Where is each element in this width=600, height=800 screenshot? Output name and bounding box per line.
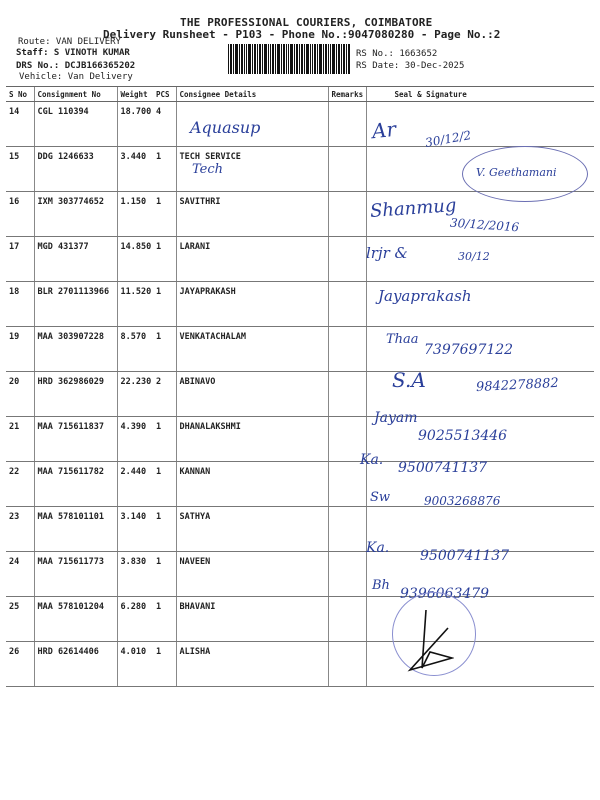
handwritten-signature: Ka. [360, 452, 384, 468]
handwritten-date: 30/12/2 [424, 128, 473, 150]
rs-number: RS No.: 1663652 [356, 49, 438, 59]
handwritten-signature: Jayam [374, 410, 418, 426]
row-pcs: 4 [153, 102, 176, 147]
handwritten-signature: S.A [392, 368, 426, 392]
table-row [6, 237, 594, 282]
row-pcs: 2 [153, 372, 176, 417]
handwritten-signature: Jayaprakash [378, 287, 472, 305]
row-sno: 16 [6, 192, 34, 237]
col-weight: Weight [117, 87, 153, 102]
route-label: Route: VAN DELIVERY [18, 37, 121, 47]
row-weight: 18.700 [117, 102, 153, 147]
row-weight: 4.010 [117, 642, 153, 687]
row-weight: 2.440 [117, 462, 153, 507]
row-pcs: 1 [153, 282, 176, 327]
row-pcs: 1 [153, 597, 176, 642]
handwritten-phone: 9500741137 [398, 460, 488, 476]
col-remarks: Remarks [328, 87, 366, 102]
handwritten-date: 30/12/2016 [449, 215, 520, 235]
table-row [6, 282, 594, 327]
col-consignment: Consignment No [34, 87, 117, 102]
row-sno: 26 [6, 642, 34, 687]
row-remarks [328, 372, 366, 417]
vehicle-label: Vehicle: Van Delivery [19, 72, 133, 82]
row-remarks [328, 282, 366, 327]
row-pcs: 1 [153, 147, 176, 192]
row-remarks [328, 192, 366, 237]
handwritten-phone: 9396063479 [400, 586, 490, 602]
row-weight: 3.140 [117, 507, 153, 552]
table-row [6, 507, 594, 552]
signature-mark [400, 608, 454, 678]
handwritten-consignee: Aquasup [190, 118, 261, 137]
row-pcs: 1 [153, 192, 176, 237]
barcode-image [228, 44, 350, 74]
row-weight: 8.570 [117, 327, 153, 372]
handwritten-phone: 7397697122 [424, 342, 514, 358]
row-consignee: TECH SERVICE [176, 147, 328, 192]
handwritten-signature: lrjr & [366, 244, 408, 262]
row-remarks [328, 597, 366, 642]
row-pcs: 1 [153, 417, 176, 462]
handwritten-phone: 9003268876 [424, 494, 501, 508]
row-consignee: DHANALAKSHMI [176, 417, 328, 462]
drs-number: DRS No.: DCJB166365202 [16, 61, 136, 71]
table-row [6, 102, 594, 147]
row-consignment: HRD 62614406 [34, 642, 117, 687]
handwritten-signature: Shanmug [369, 195, 458, 222]
row-pcs: 1 [153, 507, 176, 552]
table-header-row [6, 87, 594, 102]
row-sno: 18 [6, 282, 34, 327]
row-remarks [328, 147, 366, 192]
row-weight: 22.230 [117, 372, 153, 417]
row-consignee: KANNAN [176, 462, 328, 507]
row-sno: 19 [6, 327, 34, 372]
row-pcs: 1 [153, 642, 176, 687]
handwritten-signature: Thaa [386, 332, 419, 347]
handwritten-signature: Ka. [366, 540, 390, 556]
row-pcs: 1 [153, 462, 176, 507]
company-name: THE PROFESSIONAL COURIERS, COIMBATORE [180, 16, 433, 29]
staff-label: Staff: S VINOTH KUMAR [16, 48, 130, 58]
row-weight: 14.850 [117, 237, 153, 282]
row-consignee: LARANI [176, 237, 328, 282]
row-consignment: HRD 362986029 [34, 372, 117, 417]
table-row [6, 597, 594, 642]
row-remarks [328, 552, 366, 597]
handwritten-consignee: Tech [192, 162, 224, 177]
row-consignee: JAYAPRAKASH [176, 282, 328, 327]
handwritten-signature: V. Geethamani [476, 166, 557, 179]
row-consignment: IXM 303774652 [34, 192, 117, 237]
row-sno: 21 [6, 417, 34, 462]
row-remarks [328, 237, 366, 282]
row-consignment: BLR 2701113966 [34, 282, 117, 327]
table-row [6, 462, 594, 507]
row-consignment: MAA 715611773 [34, 552, 117, 597]
row-sno: 25 [6, 597, 34, 642]
col-seal-signature: Seal & Signature [366, 87, 594, 102]
row-pcs: 1 [153, 237, 176, 282]
row-consignment: CGL 110394 [34, 102, 117, 147]
handwritten-phone: 9842278882 [475, 375, 560, 396]
handwritten-signature: Bh [372, 578, 390, 593]
row-consignee: VENKATACHALAM [176, 327, 328, 372]
row-remarks [328, 102, 366, 147]
handwritten-signature: Ar [370, 116, 398, 144]
row-consignment: DDG 1246633 [34, 147, 117, 192]
row-sno: 20 [6, 372, 34, 417]
row-sno: 23 [6, 507, 34, 552]
row-sno: 17 [6, 237, 34, 282]
row-weight: 6.280 [117, 597, 153, 642]
row-weight: 3.440 [117, 147, 153, 192]
handwritten-phone: 9025513446 [418, 428, 508, 444]
row-consignment: MAA 715611837 [34, 417, 117, 462]
row-pcs: 1 [153, 327, 176, 372]
row-consignment: MGD 431377 [34, 237, 117, 282]
row-consignment: MAA 578101204 [34, 597, 117, 642]
row-weight: 11.520 [117, 282, 153, 327]
col-pcs: PCS [153, 87, 176, 102]
row-consignee: ABINAVO [176, 372, 328, 417]
row-pcs: 1 [153, 552, 176, 597]
row-sno: 24 [6, 552, 34, 597]
runsheet-header [0, 0, 600, 92]
col-sno: S No [6, 87, 34, 102]
handwritten-date: 30/12 [458, 250, 490, 263]
rs-date: RS Date: 30-Dec-2025 [356, 61, 465, 71]
row-remarks [328, 462, 366, 507]
row-sno: 14 [6, 102, 34, 147]
row-consignment: MAA 715611782 [34, 462, 117, 507]
row-consignee: NAVEEN [176, 552, 328, 597]
row-weight: 1.150 [117, 192, 153, 237]
sheet-title: Delivery Runsheet - P103 - Phone No.:9047080280 - Page No.:2 [103, 28, 501, 41]
row-consignee: SAVITHRI [176, 192, 328, 237]
row-weight: 4.390 [117, 417, 153, 462]
row-weight: 3.830 [117, 552, 153, 597]
row-consignee: ALISHA [176, 642, 328, 687]
row-remarks [328, 507, 366, 552]
row-signature [366, 507, 594, 552]
row-consignment: MAA 303907228 [34, 327, 117, 372]
row-consignee: SATHYA [176, 507, 328, 552]
row-remarks [328, 327, 366, 372]
row-consignee: BHAVANI [176, 597, 328, 642]
handwritten-phone: 9500741137 [420, 548, 510, 564]
row-sno: 15 [6, 147, 34, 192]
table-row [6, 642, 594, 687]
handwritten-signature: Sw [370, 490, 391, 505]
row-signature [366, 102, 594, 147]
col-consignee: Consignee Details [176, 87, 328, 102]
row-sno: 22 [6, 462, 34, 507]
row-remarks [328, 642, 366, 687]
row-consignment: MAA 578101101 [34, 507, 117, 552]
